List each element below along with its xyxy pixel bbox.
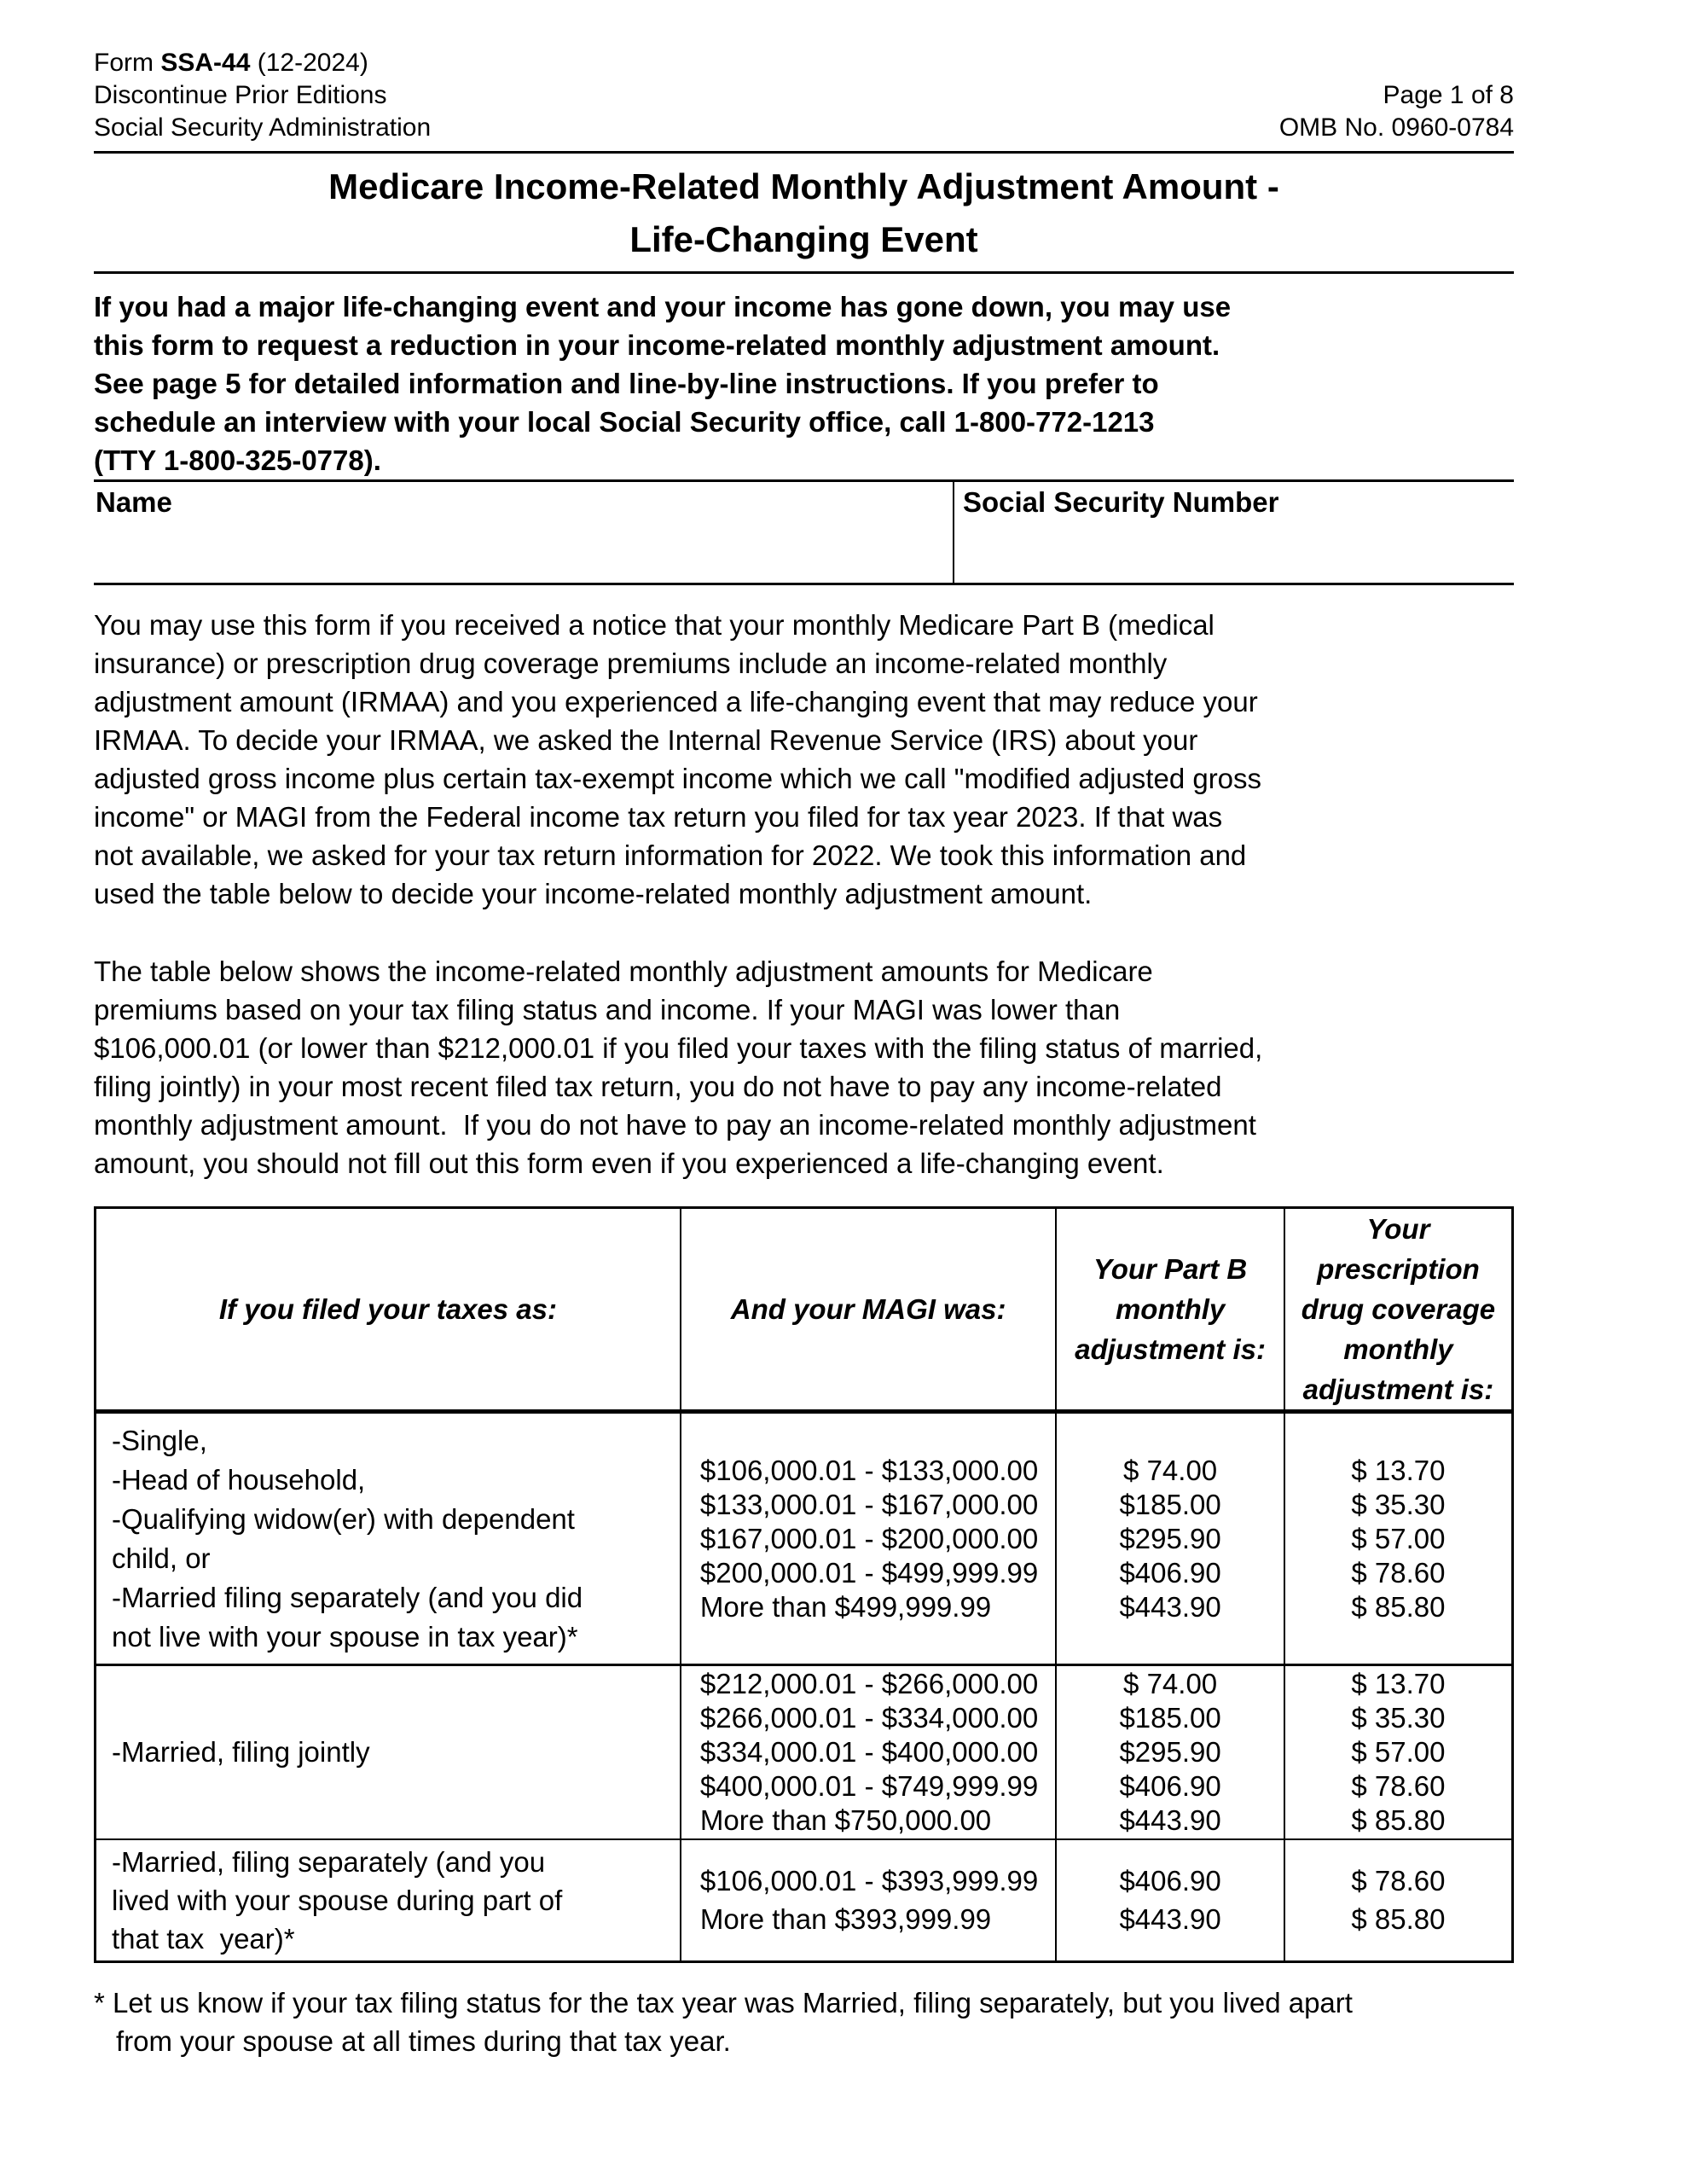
rx-amount: $ 78.60 xyxy=(1351,1865,1446,1897)
part-b-amount: $295.90 xyxy=(1119,1522,1221,1554)
magi-range: $106,000.01 - $393,999.99 xyxy=(699,1865,1039,1897)
paragraph-line: You may use this form if you received a notice that your monthly Medicare Part B (medical xyxy=(94,609,1215,641)
irmaa-table xyxy=(94,1206,1514,1963)
rx-amount: $ 35.30 xyxy=(1351,1702,1446,1734)
header-divider xyxy=(94,151,1514,154)
ssn-field xyxy=(954,482,1514,583)
agency-name: Social Security Administration xyxy=(94,113,432,142)
filing-status-line: child, or xyxy=(112,1542,211,1574)
rx-amount: $ 78.60 xyxy=(1351,1770,1446,1802)
part-b-amount: $406.90 xyxy=(1119,1770,1221,1802)
magi-range: $133,000.01 - $167,000.00 xyxy=(699,1488,1039,1520)
column-header-part-b xyxy=(1056,1208,1284,1412)
filing-status-cell xyxy=(96,1412,681,1665)
intro-line: If you had a major life-changing event and your income has gone down, you may use xyxy=(94,291,1232,322)
paragraph-line: $106,000.01 (or lower than $212,000.01 if you filed your taxes with the filing status of married, xyxy=(94,1032,1263,1064)
column-header-filing-status xyxy=(96,1208,681,1412)
paragraph-line: insurance) or prescription drug coverage premiums include an income-related monthly xyxy=(94,648,1168,679)
rx-amount: $ 57.00 xyxy=(1351,1736,1446,1768)
omb-number: OMB No. 0960-0784 xyxy=(1278,113,1514,142)
footnote-line: * Let us know if your tax filing status for the tax year was Married, filing separately, but you lived apart xyxy=(94,1986,1353,2018)
paragraph-line: filing jointly) in your most recent filed tax return, you do not have to pay any income-related xyxy=(94,1071,1222,1102)
paragraph-line: not available, we asked for your tax return information for 2022. We took this information and xyxy=(94,839,1247,871)
discontinue-notice: Discontinue Prior Editions xyxy=(94,81,387,109)
rx-amount: $ 35.30 xyxy=(1351,1488,1446,1520)
paragraph-line: monthly adjustment amount. If you do not have to pay an income-related monthly adjustment xyxy=(94,1109,1256,1141)
magi-range: More than $750,000.00 xyxy=(699,1804,992,1836)
part-b-amount: $406.90 xyxy=(1119,1556,1221,1589)
part-b-amount: $443.90 xyxy=(1119,1804,1221,1836)
title-divider xyxy=(94,271,1514,274)
rx-amount: $ 85.80 xyxy=(1351,1903,1446,1936)
rx-cell xyxy=(1284,1412,1513,1665)
header-line: monthly xyxy=(1343,1333,1453,1365)
filing-status-cell xyxy=(96,1839,681,1961)
footnote-line: from your spouse at all times during that tax year. xyxy=(116,2024,731,2057)
form-number-line xyxy=(94,47,431,79)
rx-amount: $ 57.00 xyxy=(1351,1522,1446,1554)
paragraph-line: adjustment amount (IRMAA) and you experienced a life-changing event that may reduce your xyxy=(94,686,1258,717)
magi-range: $266,000.01 - $334,000.00 xyxy=(699,1702,1039,1734)
page-header xyxy=(94,47,1514,144)
form-title xyxy=(94,160,1514,266)
rx-cell xyxy=(1284,1665,1513,1840)
paragraph-line: The table below shows the income-related monthly adjustment amounts for Medicare xyxy=(94,956,1153,987)
filing-status-line: -Qualifying widow(er) with dependent xyxy=(112,1502,575,1535)
page-header-right xyxy=(1279,79,1514,144)
ssn-field-label: Social Security Number xyxy=(962,486,1279,518)
part-b-amount: $406.90 xyxy=(1119,1865,1221,1897)
table-header-row xyxy=(96,1208,1513,1412)
form-number: SSA-44 xyxy=(160,49,251,77)
body-paragraph-2 xyxy=(94,952,1514,1182)
paragraph-line: used the table below to decide your income-related monthly adjustment amount. xyxy=(94,878,1093,909)
filing-status-line: -Married, filing jointly xyxy=(112,1736,370,1768)
magi-cell xyxy=(681,1665,1056,1840)
form-edition: (12-2024) xyxy=(257,49,368,77)
body-paragraph-1 xyxy=(94,606,1514,913)
header-line: drug coverage xyxy=(1301,1293,1496,1325)
part-b-amount: $ 74.00 xyxy=(1123,1668,1218,1699)
intro-line: See page 5 for detailed information and line-by-line instructions. If you prefer to xyxy=(94,368,1159,399)
rx-amount: $ 85.80 xyxy=(1351,1804,1446,1836)
filing-status-line: -Married, filing separately (and you xyxy=(112,1845,546,1878)
magi-cell xyxy=(681,1839,1056,1961)
magi-range: More than $499,999.99 xyxy=(699,1590,992,1623)
filing-status-cell xyxy=(96,1665,681,1840)
header-line: adjustment is: xyxy=(1075,1333,1266,1365)
form-identification xyxy=(94,47,431,144)
footnote xyxy=(94,1984,1514,2060)
identification-box xyxy=(94,479,1514,585)
magi-range: $167,000.01 - $200,000.00 xyxy=(699,1522,1039,1554)
header-line: Your prescription xyxy=(1317,1213,1480,1285)
filing-status-line: -Married filing separately (and you did xyxy=(112,1581,583,1613)
header-line: If you filed your taxes as: xyxy=(218,1293,557,1325)
header-line: monthly xyxy=(1115,1293,1226,1325)
name-field-label: Name xyxy=(96,486,172,518)
part-b-amount: $443.90 xyxy=(1119,1903,1221,1936)
rx-amount: $ 13.70 xyxy=(1351,1668,1446,1699)
rx-cell xyxy=(1284,1839,1513,1961)
paragraph-line: amount, you should not fill out this form even if you experienced a life-changing event. xyxy=(94,1147,1164,1179)
intro-paragraph xyxy=(94,288,1514,479)
rx-amount: $ 13.70 xyxy=(1351,1454,1446,1486)
part-b-amount: $295.90 xyxy=(1119,1736,1221,1768)
part-b-amount: $443.90 xyxy=(1119,1590,1221,1623)
filing-status-line: -Single, xyxy=(112,1424,207,1456)
form-title-line1: Medicare Income-Related Monthly Adjustment Amount - xyxy=(328,166,1279,206)
form-title-line2: Life-Changing Event xyxy=(629,219,978,259)
table-row-married-separately xyxy=(96,1839,1513,1961)
part-b-amount: $ 74.00 xyxy=(1123,1454,1218,1486)
form-prefix: Form xyxy=(94,49,154,77)
filing-status-line: not live with your spouse in tax year)* xyxy=(112,1620,578,1653)
table-row-married-jointly xyxy=(96,1665,1513,1840)
paragraph-line: IRMAA. To decide your IRMAA, we asked the Internal Revenue Service (IRS) about your xyxy=(94,724,1198,756)
magi-range: $212,000.01 - $266,000.00 xyxy=(699,1668,1039,1699)
paragraph-line: adjusted gross income plus certain tax-exempt income which we call "modified adjusted gross xyxy=(94,763,1262,794)
paragraph-line: premiums based on your tax filing status and income. If your MAGI was lower than xyxy=(94,994,1121,1025)
column-header-magi xyxy=(681,1208,1056,1412)
filing-status-line: -Head of household, xyxy=(112,1463,366,1496)
rx-amount: $ 78.60 xyxy=(1351,1556,1446,1589)
part-b-cell xyxy=(1056,1839,1284,1961)
part-b-amount: $185.00 xyxy=(1119,1488,1221,1520)
paragraph-line: income" or MAGI from the Federal income tax return you filed for tax year 2023. If that was xyxy=(94,801,1223,833)
part-b-cell xyxy=(1056,1665,1284,1840)
name-field xyxy=(94,482,954,583)
rx-amount: $ 85.80 xyxy=(1351,1590,1446,1623)
column-header-rx-coverage xyxy=(1284,1208,1513,1412)
magi-range: $106,000.01 - $133,000.00 xyxy=(699,1454,1039,1486)
magi-cell xyxy=(681,1412,1056,1665)
ssn-input-area[interactable] xyxy=(963,520,1514,571)
magi-range: More than $393,999.99 xyxy=(699,1903,992,1936)
table-row-single xyxy=(96,1412,1513,1665)
header-line: Your Part B xyxy=(1093,1253,1248,1285)
intro-line: schedule an interview with your local Social Security office, call 1-800-772-1213 xyxy=(94,406,1155,438)
part-b-cell xyxy=(1056,1412,1284,1665)
magi-range: $400,000.01 - $749,999.99 xyxy=(699,1770,1039,1802)
intro-line: this form to request a reduction in your income-related monthly adjustment amount. xyxy=(94,329,1220,361)
intro-line: (TTY 1-800-325-0778). xyxy=(94,444,381,476)
header-line: adjustment is: xyxy=(1302,1374,1494,1405)
magi-range: $334,000.01 - $400,000.00 xyxy=(699,1736,1039,1768)
page-number: Page 1 of 8 xyxy=(1383,81,1514,109)
header-line: And your MAGI was: xyxy=(730,1293,1006,1325)
filing-status-line: lived with your spouse during part of xyxy=(112,1884,563,1916)
magi-range: $200,000.01 - $499,999.99 xyxy=(699,1556,1039,1589)
part-b-amount: $185.00 xyxy=(1119,1702,1221,1734)
name-input-area[interactable] xyxy=(96,520,953,571)
filing-status-line: that tax year)* xyxy=(112,1922,295,1955)
